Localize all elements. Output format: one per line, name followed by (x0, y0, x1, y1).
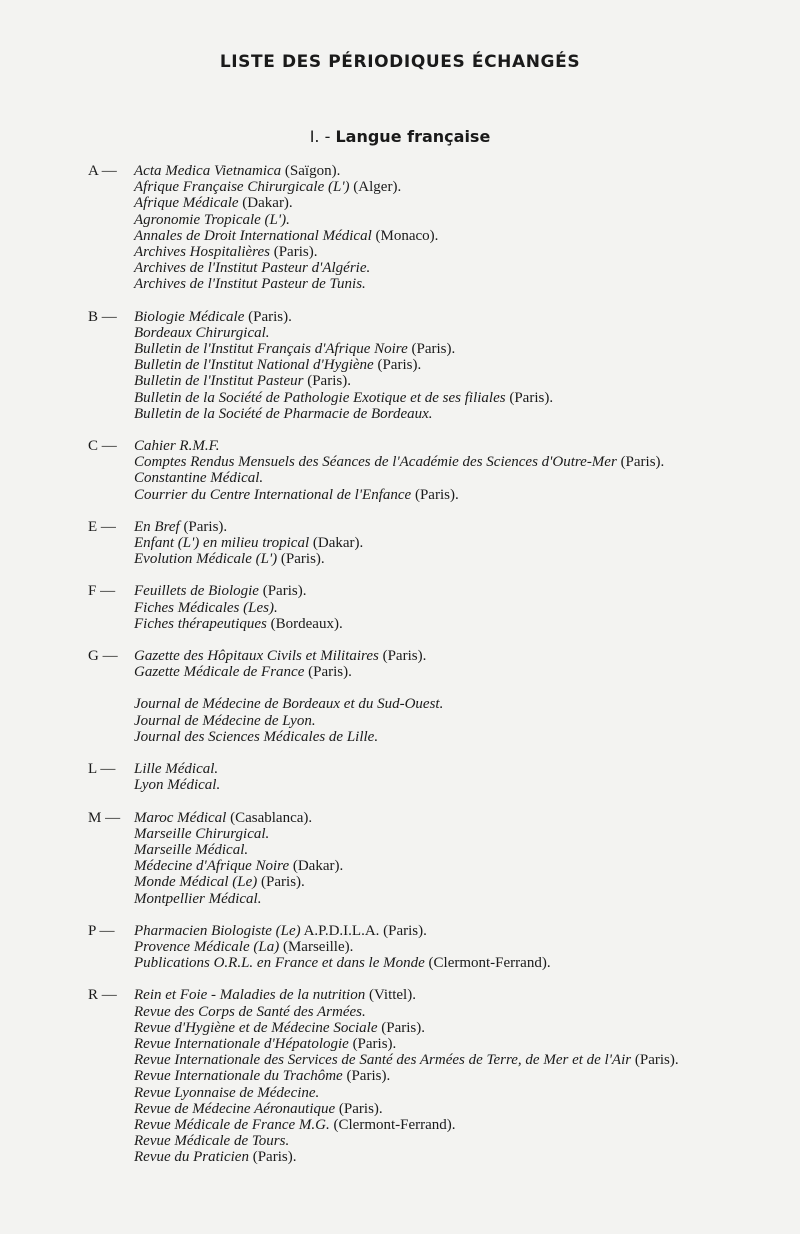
letter-group (0, 987, 800, 1165)
periodical-entry (134, 325, 734, 341)
periodical-location: (Paris). (407, 341, 456, 358)
periodical-entry (134, 244, 734, 260)
periodical-title: Revue de Médecine Aéronautique (134, 1100, 336, 1117)
periodical-entry (134, 810, 734, 826)
periodical-entry (134, 955, 734, 971)
periodical-entry (134, 1068, 734, 1084)
periodical-title: Archives Hospitalières (134, 244, 270, 261)
periodical-entry (134, 1101, 734, 1117)
letter-group (0, 761, 800, 793)
periodical-entry (134, 874, 734, 890)
periodical-entry (134, 939, 734, 955)
periodical-title: Journal de Médecine de Bordeaux et du Sud-Ouest. (134, 696, 444, 713)
periodical-location: (Dakar). (309, 535, 364, 552)
periodical-entry (134, 664, 734, 680)
letter-group (0, 923, 800, 972)
periodical-title: En Bref (134, 518, 180, 535)
periodical-entry (134, 373, 734, 389)
periodical-title: Publications O.R.L. en France et dans le Monde (134, 955, 425, 972)
periodical-entry (134, 1020, 734, 1036)
periodical-location: (Bordeaux). (266, 615, 343, 632)
letter-group (0, 519, 800, 568)
periodical-entry (134, 616, 734, 632)
group-letter: L — (88, 761, 116, 778)
periodical-entry (134, 228, 734, 244)
periodical-entry (134, 648, 734, 664)
entry-list (134, 648, 734, 680)
periodical-location: (Alger). (349, 179, 402, 196)
periodical-location: (Paris). (342, 1068, 391, 1085)
periodical-location: A.P.D.I.L.A. (Paris). (300, 922, 427, 939)
periodical-entry (134, 600, 734, 616)
periodical-entry (134, 842, 734, 858)
periodical-title: Constantine Médical. (134, 470, 264, 487)
periodical-location: (Clermont-Ferrand). (329, 1116, 456, 1133)
periodical-entry (134, 470, 734, 486)
letter-group (0, 810, 800, 907)
periodical-location: (Marseille). (279, 938, 354, 955)
entry-list (134, 987, 734, 1165)
periodical-entry (134, 713, 734, 729)
periodical-location: (Vittel). (365, 987, 416, 1004)
periodical-title: Archives de l'Institut Pasteur de Tunis. (134, 276, 366, 293)
group-letter: C — (88, 438, 117, 455)
periodical-title: Fiches Médicales (Les). (134, 599, 278, 616)
periodical-title: Fiches thérapeutiques (134, 615, 267, 632)
entry-list (134, 438, 734, 503)
periodical-entry (134, 212, 734, 228)
periodical-entry (134, 891, 734, 907)
periodical-title: Lille Médical. (134, 761, 219, 778)
entry-list (134, 309, 734, 422)
periodical-entry (134, 583, 734, 599)
periodical-title: Monde Médical (Le) (134, 874, 258, 891)
periodical-title: Agronomie Tropicale (L'). (134, 211, 290, 228)
group-letter: G — (88, 648, 118, 665)
periodical-location: (Casablanca). (226, 809, 313, 826)
periodical-location: (Paris). (304, 664, 352, 681)
periodical-entry (134, 195, 734, 211)
periodical-title: Journal de Médecine de Lyon. (134, 712, 316, 729)
periodical-location: (Paris). (335, 1100, 383, 1117)
periodical-entry (134, 179, 734, 195)
periodical-location: (Paris). (257, 874, 305, 891)
periodical-title: Enfant (L') en milieu tropical (134, 535, 310, 552)
group-letter: P — (88, 922, 115, 939)
periodical-title: Pharmacien Biologiste (Le) (134, 922, 301, 939)
periodical-location: (Paris). (378, 648, 427, 665)
periodical-title: Acta Medica Vietnamica (134, 163, 282, 179)
periodical-entry (134, 1133, 734, 1149)
periodical-title: Bulletin de l'Institut Français d'Afrique Noire (134, 341, 408, 358)
entry-list (134, 519, 734, 568)
periodical-entry (134, 696, 734, 712)
periodical-title: Marseille Chirurgical. (134, 825, 270, 842)
page-title: LISTE DES PÉRIODIQUES ÉCHANGÉS (219, 52, 581, 72)
periodical-location: (Dakar). (238, 195, 293, 212)
periodical-location: (Paris). (248, 1149, 297, 1166)
periodical-title: Bulletin de l'Institut National d'Hygiène (134, 357, 374, 374)
periodical-entry (134, 535, 734, 551)
periodical-title: Feuillets de Biologie (134, 583, 259, 600)
letter-group (0, 438, 800, 503)
periodical-location: (Paris). (631, 1052, 679, 1069)
periodical-title: Revue du Praticien (134, 1149, 249, 1166)
periodical-entry (134, 761, 734, 777)
periodical-entry (134, 1004, 734, 1020)
periodical-location: (Paris). (277, 551, 325, 568)
periodical-entry (134, 1149, 734, 1165)
periodical-title: Médecine d'Afrique Noire (134, 858, 290, 875)
periodical-title: Bulletin de l'Institut Pasteur (134, 373, 304, 390)
periodical-entry (134, 260, 734, 276)
periodical-title: Gazette des Hôpitaux Civils et Militaires (134, 648, 379, 665)
periodical-title: Bulletin de la Société de Pharmacie de Bordeaux. (134, 405, 433, 422)
periodical-title: Rein et Foie - Maladies de la nutrition (134, 987, 366, 1004)
periodical-title: Revue Médicale de Tours. (134, 1133, 290, 1150)
periodical-title: Revue Internationale du Trachôme (134, 1068, 343, 1085)
periodical-title: Biologie Médicale (134, 308, 245, 325)
periodical-location: (Paris). (505, 389, 554, 406)
periodical-entry (134, 390, 734, 406)
periodical-entry (134, 551, 734, 567)
periodical-title: Afrique Française Chirurgicale (L') (134, 179, 350, 196)
periodical-title: Gazette Médicale de France (134, 664, 305, 681)
periodical-location: (Paris). (179, 518, 228, 535)
periodical-title: Journal des Sciences Médicales de Lille. (134, 728, 379, 745)
periodical-entry (134, 406, 734, 422)
periodical-title: Evolution Médicale (L') (134, 551, 278, 568)
periodical-location: (Clermont-Ferrand). (424, 955, 551, 972)
periodical-entry (134, 826, 734, 842)
periodical-entry (134, 276, 734, 292)
periodical-entry (134, 1085, 734, 1101)
periodical-location: (Paris). (616, 454, 665, 471)
periodical-location: (Saïgon). (281, 163, 341, 179)
periodical-location: (Paris). (303, 373, 351, 390)
periodical-entry (134, 309, 734, 325)
letter-group (0, 648, 800, 680)
periodical-title: Lyon Médical. (134, 777, 221, 794)
entry-list (134, 810, 734, 907)
periodical-location: (Dakar). (289, 858, 344, 875)
periodical-location: (Monaco). (371, 227, 439, 244)
section-heading (0, 127, 800, 146)
periodical-title: Revue Médicale de France M.G. (134, 1116, 330, 1133)
letter-group (0, 309, 800, 422)
periodical-title: Provence Médicale (La) (134, 938, 280, 955)
periodical-entry (134, 163, 734, 179)
periodical-entry (134, 923, 734, 939)
periodical-title: Marseille Médical. (134, 841, 249, 858)
group-letter: R — (88, 987, 117, 1004)
entry-list (134, 923, 734, 972)
periodical-title: Montpellier Médical. (134, 890, 262, 907)
section-name: Langue française (335, 127, 491, 146)
periodical-title: Revue des Corps de Santé des Armées. (134, 1003, 366, 1020)
entry-list (134, 761, 734, 793)
periodical-entry (134, 341, 734, 357)
periodical-title: Revue Internationale des Services de Santé des Armées de Terre, de Mer et de l'Air (134, 1052, 632, 1069)
section-number: I. - (309, 127, 331, 146)
periodical-entry (134, 1117, 734, 1133)
periodical-title: Maroc Médical (134, 809, 227, 826)
periodical-title: Bulletin de la Société de Pathologie Exotique et de ses filiales (134, 389, 506, 406)
group-letter: B — (88, 308, 117, 325)
periodical-title: Revue Lyonnaise de Médecine. (134, 1084, 320, 1101)
group-letter: F — (88, 583, 116, 600)
letter-group (0, 163, 800, 293)
periodical-entry (134, 777, 734, 793)
periodicals-list (0, 163, 800, 1182)
periodical-entry (134, 1052, 740, 1068)
periodical-title: Revue Internationale d'Hépatologie (134, 1035, 349, 1052)
periodical-entry (134, 357, 734, 373)
entry-list (134, 163, 734, 293)
periodical-entry (134, 519, 734, 535)
periodical-entry (134, 1036, 734, 1052)
periodical-entry (134, 438, 734, 454)
entry-list (134, 583, 734, 632)
periodical-title: Afrique Médicale (134, 195, 239, 212)
periodical-location: (Paris). (244, 308, 292, 325)
periodical-title: Bordeaux Chirurgical. (134, 324, 270, 341)
periodical-location: (Paris). (373, 357, 422, 374)
letter-group (0, 583, 800, 632)
periodical-entry (134, 858, 734, 874)
periodical-entry (134, 729, 734, 745)
periodical-location: (Paris). (348, 1035, 397, 1052)
periodical-location: (Paris). (377, 1019, 425, 1036)
periodical-title: Comptes Rendus Mensuels des Séances de l'Académie des Sciences d'Outre-Mer (134, 454, 617, 471)
periodical-location: (Paris). (269, 244, 318, 261)
entry-list (134, 696, 734, 745)
letter-group (0, 696, 800, 745)
periodical-location: (Paris). (411, 486, 459, 503)
periodical-title: Cahier R.M.F. (134, 438, 220, 455)
periodical-entry (134, 454, 734, 470)
group-letter: A — (88, 163, 117, 179)
periodical-entry (134, 987, 734, 1003)
periodical-title: Revue d'Hygiène et de Médecine Sociale (134, 1019, 378, 1036)
periodical-title: Archives de l'Institut Pasteur d'Algérie. (134, 260, 371, 277)
group-letter: E — (88, 518, 116, 535)
group-letter: M — (88, 809, 121, 826)
periodical-title: Annales de Droit International Médical (134, 227, 372, 244)
periodical-location: (Paris). (258, 583, 307, 600)
periodical-entry (134, 487, 734, 503)
periodical-title: Courrier du Centre International de l'Enfance (134, 486, 412, 503)
